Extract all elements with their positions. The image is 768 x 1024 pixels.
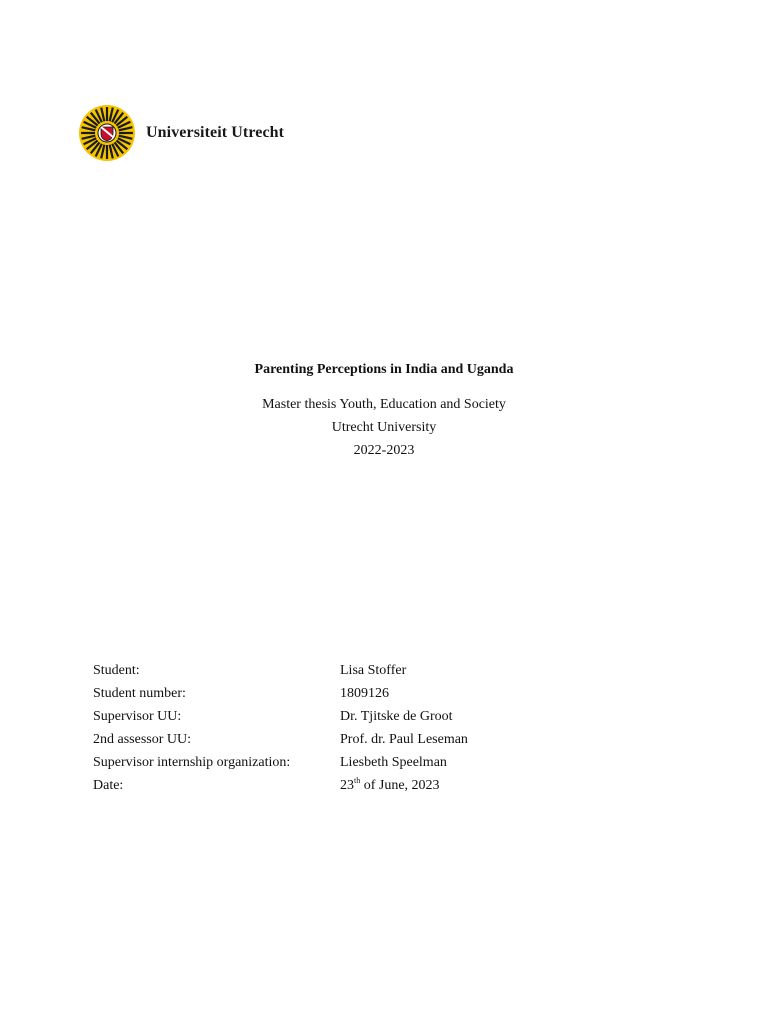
university-name: Universiteit Utrecht [146,124,285,141]
detail-row-date [93,774,468,797]
detail-label: Student number: [93,686,186,701]
university-line: Utrecht University [331,420,437,435]
detail-label: 2nd assessor UU: [93,732,191,747]
date-day: 23 [340,778,354,793]
detail-value: Dr. Tjitske de Groot [340,709,453,724]
university-seal-icon [78,104,136,162]
detail-row-supervisor [93,705,468,728]
university-logo [78,104,284,162]
detail-label: Supervisor UU: [93,709,182,724]
title-block [0,360,768,462]
program-line: Master thesis Youth, Education and Society [262,397,506,412]
thesis-title: Parenting Perceptions in India and Uganda [254,362,514,377]
detail-value: Lisa Stoffer [340,663,407,678]
academic-year-line: 2022-2023 [353,443,415,458]
detail-value: 1809126 [340,686,389,701]
detail-row-student [93,659,468,682]
date-ordinal-suffix: th [354,776,361,785]
thesis-details [93,659,468,797]
detail-row-student-number [93,682,468,705]
detail-label: Student: [93,663,140,678]
detail-label: Supervisor internship organization: [93,755,291,770]
detail-value: Prof. dr. Paul Leseman [340,732,468,747]
detail-value [340,774,440,797]
date-rest: of June, 2023 [360,778,440,793]
detail-row-second-assessor [93,728,468,751]
detail-value: Liesbeth Speelman [340,755,447,770]
detail-row-internship-supervisor [93,751,468,774]
detail-label: Date: [93,778,124,793]
